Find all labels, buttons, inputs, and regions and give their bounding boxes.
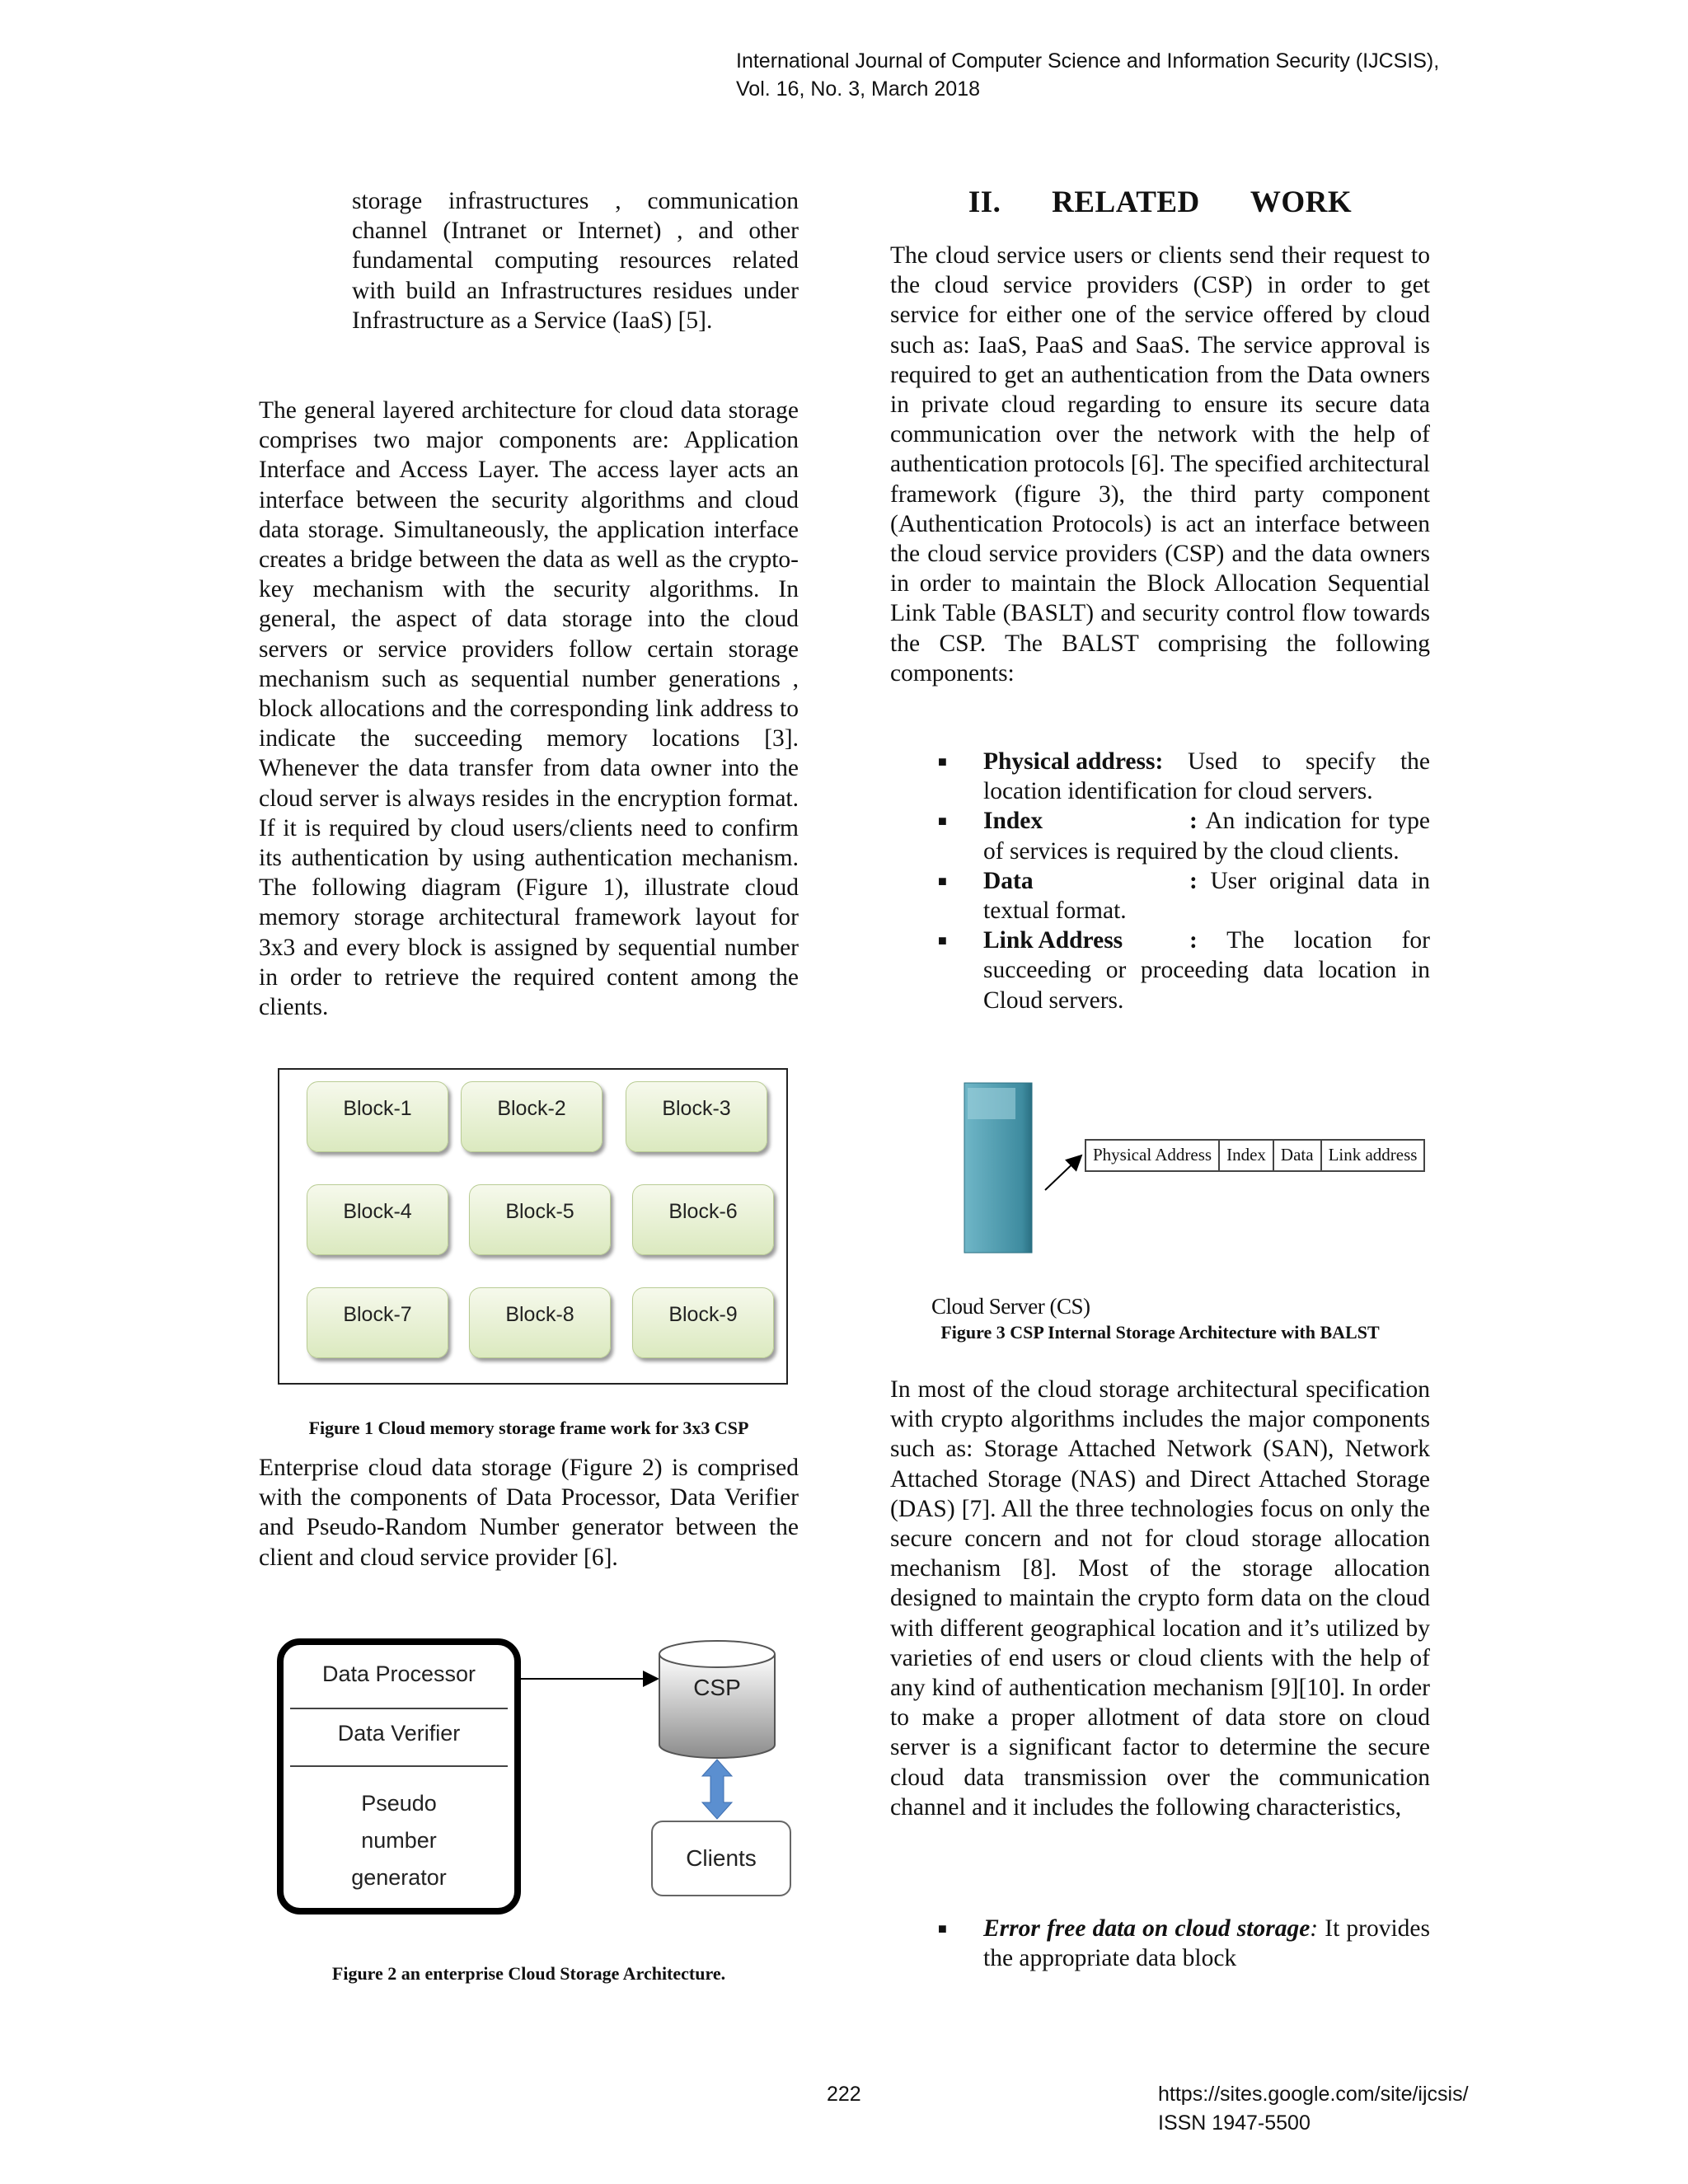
bullet-icon: ■	[938, 813, 947, 830]
block-7: Block-7	[307, 1287, 448, 1358]
journal-title: International Journal of Computer Science and Information Security (IJCSIS),	[736, 49, 1440, 73]
right-paragraph-2	[890, 1375, 1430, 1822]
block-8: Block-8	[469, 1287, 611, 1358]
related-work-paragraph: The cloud service users or clients send their request to the cloud service providers (CSP) in order to get service for either one of the service offered by cloud such as: IaaS, PaaS and SaaS. The service approval is required to get an authentication from the Data owners in private cloud regarding to ensure its secure data communication over the network with the help of authentication protocols [6]. The specified architectural framework (figure 3), the third party component (Authentication Protocols) is act an interface between the cloud service providers (CSP) and the data owners in order to maintain the Block Allocation Sequential Link Table (BASLT) and security control flow towards the CSP. The BALST comprising the following components:	[890, 242, 1430, 687]
component-label: Data	[983, 867, 1034, 894]
intro-continuation: storage infrastructures , communication channel (Intranet or Internet) , and other fundamental computing resources related with build an Infrastructures residues under Infrastructure as a Service (IaaS) [5].	[352, 188, 799, 334]
journal-volume: Vol. 16, No. 3, March 2018	[736, 77, 981, 101]
characteristic-text: It provides the appropriate data block	[983, 1915, 1430, 1972]
bullet-icon: ■	[938, 872, 947, 889]
label-colon: :	[1189, 808, 1198, 835]
csp-label: CSP	[693, 1675, 741, 1700]
label-colon: :	[1310, 1915, 1319, 1942]
block-3: Block-3	[626, 1081, 767, 1152]
component-label: Index	[983, 808, 1043, 835]
list-item	[890, 866, 1430, 926]
generator-line-2: number	[361, 1828, 437, 1853]
left-paragraph-2	[259, 1453, 799, 1572]
architecture-paragraph: The general layered architecture for cloud data storage comprises two major components are: Application Interface and Access Layer. The access layer acts an interface between the security algorithms and cloud data storage. Simultaneously, the application interface creates a bridge between the data as well as the crypto-key mechanism with the security algorithms. In general, the aspect of data storage into the cloud servers or service providers follow certain storage mechanism such as sequential number generations , block allocations and the corresponding link address to indicate the succeeding memory locations [3]. Whenever the data transfer from data owner into the cloud server is always resides in the encryption format. If it is required by cloud users/clients need to confirm its authentication by using authentication mechanism. The following diagram (Figure 1), illustrate cloud memory storage architectural framework layout for 3x3 and every block is assigned by sequential number in order to retrieve the required content among the clients.	[259, 397, 799, 1021]
block-1: Block-1	[307, 1081, 448, 1152]
component-text: An indication for type of services is required by the cloud clients.	[983, 808, 1430, 865]
balst-table	[1085, 1139, 1425, 1172]
double-arrow-icon	[702, 1760, 732, 1819]
block-5: Block-5	[469, 1184, 611, 1255]
table-cell: Data	[1274, 1141, 1322, 1170]
component-text: User original data in textual format.	[983, 867, 1430, 925]
generator-line-1: Pseudo	[361, 1791, 437, 1816]
divider	[290, 1708, 508, 1709]
generator-line-3: generator	[351, 1865, 447, 1890]
bullet-icon: ■	[938, 1920, 947, 1937]
left-column-top	[259, 186, 799, 335]
component-text: Used to specify the location identification for cloud servers.	[983, 748, 1430, 805]
characteristic-label: Error free data on cloud storage	[983, 1915, 1311, 1942]
label-colon: :	[1189, 867, 1198, 894]
component-label: Physical address:	[983, 748, 1164, 775]
list-item	[890, 1914, 1430, 1973]
journal-header	[736, 47, 1439, 103]
figure-3-graphics	[956, 1080, 1269, 1294]
balst-component-list	[890, 747, 1430, 1015]
data-verifier-label: Data Verifier	[337, 1721, 461, 1746]
right-paragraph-1	[890, 241, 1430, 688]
figure-1-block-grid	[278, 1068, 788, 1385]
component-text: The location for succeeding or proceeding data location in Cloud servers.	[983, 927, 1430, 1014]
table-cell: Link address	[1328, 1145, 1418, 1165]
bullet-icon: ■	[938, 753, 947, 770]
characteristics-list	[890, 1914, 1430, 1973]
figure-3-caption: Figure 3 CSP Internal Storage Architecture with BALST	[940, 1322, 1380, 1343]
figure-1-caption: Figure 1 Cloud memory storage frame work for 3x3 CSP	[308, 1418, 749, 1438]
table-cell: Index	[1220, 1141, 1274, 1170]
list-item	[890, 747, 1430, 806]
cloud-server-label: Cloud Server (CS)	[931, 1294, 1090, 1319]
section-heading: II. RELATED WORK	[968, 185, 1353, 219]
left-paragraph-1	[259, 396, 799, 1022]
clients-box: Clients	[651, 1821, 791, 1896]
server-panel	[968, 1088, 1015, 1119]
data-processor-label: Data Processor	[321, 1661, 476, 1686]
page-number: 222	[827, 2083, 861, 2106]
list-item	[890, 806, 1430, 865]
csp-cylinder	[659, 1654, 775, 1758]
block-4: Block-4	[307, 1184, 448, 1255]
issn: ISSN 1947-5500	[1158, 2111, 1311, 2135]
csp-cylinder-top	[659, 1641, 775, 1667]
journal-url: https://sites.google.com/site/ijcsis/	[1158, 2083, 1469, 2106]
enterprise-paragraph: Enterprise cloud data storage (Figure 2) is comprised with the components of Data Processor, Data Verifier and Pseudo-Random Number generator between the client and cloud service provider [6].	[259, 1455, 799, 1571]
figure-2-component-box	[277, 1638, 521, 1915]
figure-2-caption: Figure 2 an enterprise Cloud Storage Architecture.	[331, 1963, 726, 1984]
storage-specification-paragraph: In most of the cloud storage architectural specification with crypto algorithms includes the major components such as: Storage Attached Network (SAN), Network Attached Storage (NAS) and Direct Attached Storage (DAS) [7]. All the three technologies focus on only the secure concern and not for cloud storage allocation mechanism [8]. Most of the storage allocation designed to maintain the crypto form data on the cloud with different geographical location and it’s utilized by varieties of end users or cloud clients with the help of any kind of authentication mechanism [9][10]. In order to make a proper allotment of data store on cloud server is a significant factor to determine the secure cloud data transmission over the communication channel and it includes the following characteristics,	[890, 1376, 1430, 1821]
bullet-icon: ■	[938, 932, 947, 949]
divider	[290, 1765, 508, 1767]
pseudo-generator-label	[284, 1785, 514, 1896]
table-cell: Physical Address	[1086, 1141, 1220, 1170]
block-6: Block-6	[632, 1184, 774, 1255]
block-9: Block-9	[632, 1287, 774, 1358]
block-2: Block-2	[461, 1081, 603, 1152]
list-item	[890, 926, 1430, 1015]
label-colon: :	[1189, 927, 1198, 954]
component-label: Link Address	[983, 927, 1123, 954]
figure-2-graphics	[511, 1636, 799, 1834]
server-to-table-arrow	[1045, 1155, 1081, 1190]
